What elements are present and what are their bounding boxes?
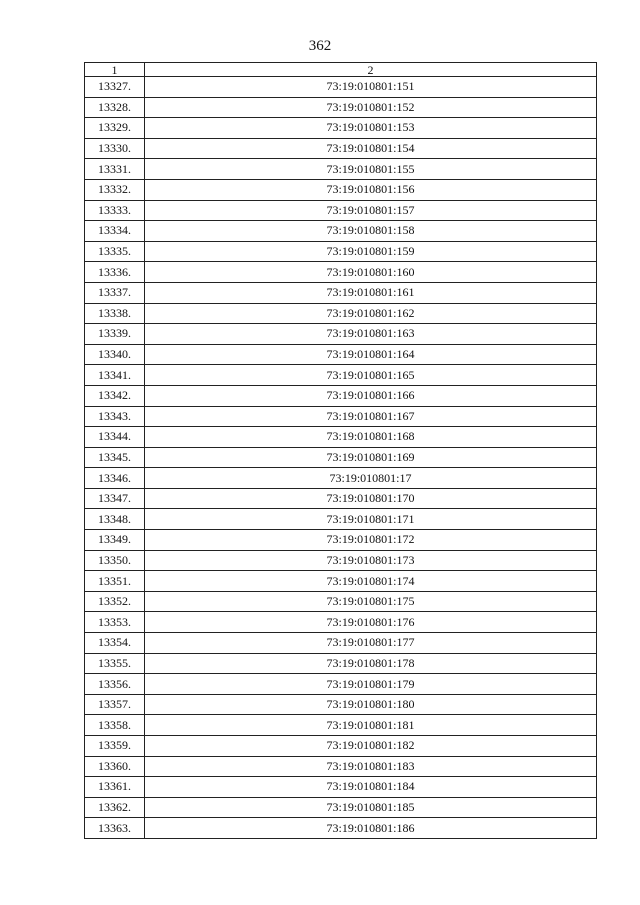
row-number: 13339.	[85, 324, 145, 345]
table-row	[85, 777, 597, 798]
row-number: 13357.	[85, 694, 145, 715]
cadastral-number: 73:19:010801:183	[145, 756, 597, 777]
table-row	[85, 633, 597, 654]
cadastral-number: 73:19:010801:178	[145, 653, 597, 674]
column-header-1: 1	[85, 63, 145, 77]
table-row	[85, 138, 597, 159]
row-number: 13330.	[85, 138, 145, 159]
table-row	[85, 385, 597, 406]
table-row	[85, 303, 597, 324]
table-row	[85, 118, 597, 139]
row-number: 13348.	[85, 509, 145, 530]
table-row	[85, 468, 597, 489]
row-number: 13331.	[85, 159, 145, 180]
cadastral-number: 73:19:010801:181	[145, 715, 597, 736]
table-row	[85, 509, 597, 530]
table-row	[85, 447, 597, 468]
cadastral-number: 73:19:010801:182	[145, 736, 597, 757]
row-number: 13362.	[85, 797, 145, 818]
cadastral-number: 73:19:010801:152	[145, 97, 597, 118]
table-row	[85, 200, 597, 221]
row-number: 13349.	[85, 530, 145, 551]
row-number: 13327.	[85, 77, 145, 98]
table-row	[85, 241, 597, 262]
column-header-2: 2	[145, 63, 597, 77]
row-number: 13329.	[85, 118, 145, 139]
cadastral-number: 73:19:010801:158	[145, 221, 597, 242]
row-number: 13340.	[85, 344, 145, 365]
table-header-row	[85, 63, 597, 77]
row-number: 13360.	[85, 756, 145, 777]
cadastral-number: 73:19:010801:154	[145, 138, 597, 159]
table-row	[85, 591, 597, 612]
row-number: 13356.	[85, 674, 145, 695]
cadastral-number: 73:19:010801:176	[145, 612, 597, 633]
cadastral-number: 73:19:010801:175	[145, 591, 597, 612]
row-number: 13346.	[85, 468, 145, 489]
cadastral-number: 73:19:010801:184	[145, 777, 597, 798]
cadastral-number: 73:19:010801:170	[145, 488, 597, 509]
cadastral-number: 73:19:010801:155	[145, 159, 597, 180]
cadastral-number: 73:19:010801:151	[145, 77, 597, 98]
cadastral-number: 73:19:010801:160	[145, 262, 597, 283]
table-row	[85, 818, 597, 839]
row-number: 13347.	[85, 488, 145, 509]
cadastral-number: 73:19:010801:165	[145, 365, 597, 386]
table-row	[85, 221, 597, 242]
cadastral-number: 73:19:010801:173	[145, 550, 597, 571]
table-row	[85, 488, 597, 509]
row-number: 13350.	[85, 550, 145, 571]
row-number: 13358.	[85, 715, 145, 736]
row-number: 13345.	[85, 447, 145, 468]
table-row	[85, 179, 597, 200]
cadastral-number: 73:19:010801:171	[145, 509, 597, 530]
table-row	[85, 97, 597, 118]
row-number: 13355.	[85, 653, 145, 674]
cadastral-number: 73:19:010801:177	[145, 633, 597, 654]
cadastral-number: 73:19:010801:159	[145, 241, 597, 262]
row-number: 13338.	[85, 303, 145, 324]
row-number: 13337.	[85, 282, 145, 303]
table-row	[85, 262, 597, 283]
row-number: 13353.	[85, 612, 145, 633]
table-body	[85, 77, 597, 839]
table-row	[85, 550, 597, 571]
row-number: 13333.	[85, 200, 145, 221]
table-row	[85, 282, 597, 303]
table-row	[85, 77, 597, 98]
row-number: 13342.	[85, 385, 145, 406]
table-row	[85, 571, 597, 592]
row-number: 13343.	[85, 406, 145, 427]
row-number: 13332.	[85, 179, 145, 200]
row-number: 13328.	[85, 97, 145, 118]
cadastral-number: 73:19:010801:153	[145, 118, 597, 139]
table-row	[85, 365, 597, 386]
page-number: 362	[308, 38, 332, 54]
table-row	[85, 324, 597, 345]
row-number: 13351.	[85, 571, 145, 592]
cadastral-number: 73:19:010801:169	[145, 447, 597, 468]
row-number: 13361.	[85, 777, 145, 798]
cadastral-number: 73:19:010801:167	[145, 406, 597, 427]
table-row	[85, 612, 597, 633]
cadastral-number: 73:19:010801:179	[145, 674, 597, 695]
cadastral-number: 73:19:010801:161	[145, 282, 597, 303]
cadastral-number: 73:19:010801:172	[145, 530, 597, 551]
cadastral-table	[84, 62, 597, 839]
row-number: 13334.	[85, 221, 145, 242]
row-number: 13354.	[85, 633, 145, 654]
row-number: 13344.	[85, 427, 145, 448]
row-number: 13335.	[85, 241, 145, 262]
cadastral-number: 73:19:010801:186	[145, 818, 597, 839]
table-row	[85, 715, 597, 736]
cadastral-number: 73:19:010801:185	[145, 797, 597, 818]
cadastral-number: 73:19:010801:156	[145, 179, 597, 200]
table-row	[85, 736, 597, 757]
cadastral-number: 73:19:010801:17	[145, 468, 597, 489]
cadastral-number: 73:19:010801:163	[145, 324, 597, 345]
table-row	[85, 530, 597, 551]
table-row	[85, 427, 597, 448]
table-row	[85, 797, 597, 818]
row-number: 13341.	[85, 365, 145, 386]
cadastral-number: 73:19:010801:180	[145, 694, 597, 715]
table-row	[85, 344, 597, 365]
table-row	[85, 159, 597, 180]
row-number: 13336.	[85, 262, 145, 283]
cadastral-number: 73:19:010801:168	[145, 427, 597, 448]
table-row	[85, 756, 597, 777]
cadastral-number: 73:19:010801:162	[145, 303, 597, 324]
cadastral-number: 73:19:010801:157	[145, 200, 597, 221]
cadastral-number: 73:19:010801:174	[145, 571, 597, 592]
cadastral-number: 73:19:010801:164	[145, 344, 597, 365]
row-number: 13363.	[85, 818, 145, 839]
row-number: 13359.	[85, 736, 145, 757]
table-row	[85, 674, 597, 695]
cadastral-number: 73:19:010801:166	[145, 385, 597, 406]
table-row	[85, 406, 597, 427]
row-number: 13352.	[85, 591, 145, 612]
table-row	[85, 694, 597, 715]
table-row	[85, 653, 597, 674]
